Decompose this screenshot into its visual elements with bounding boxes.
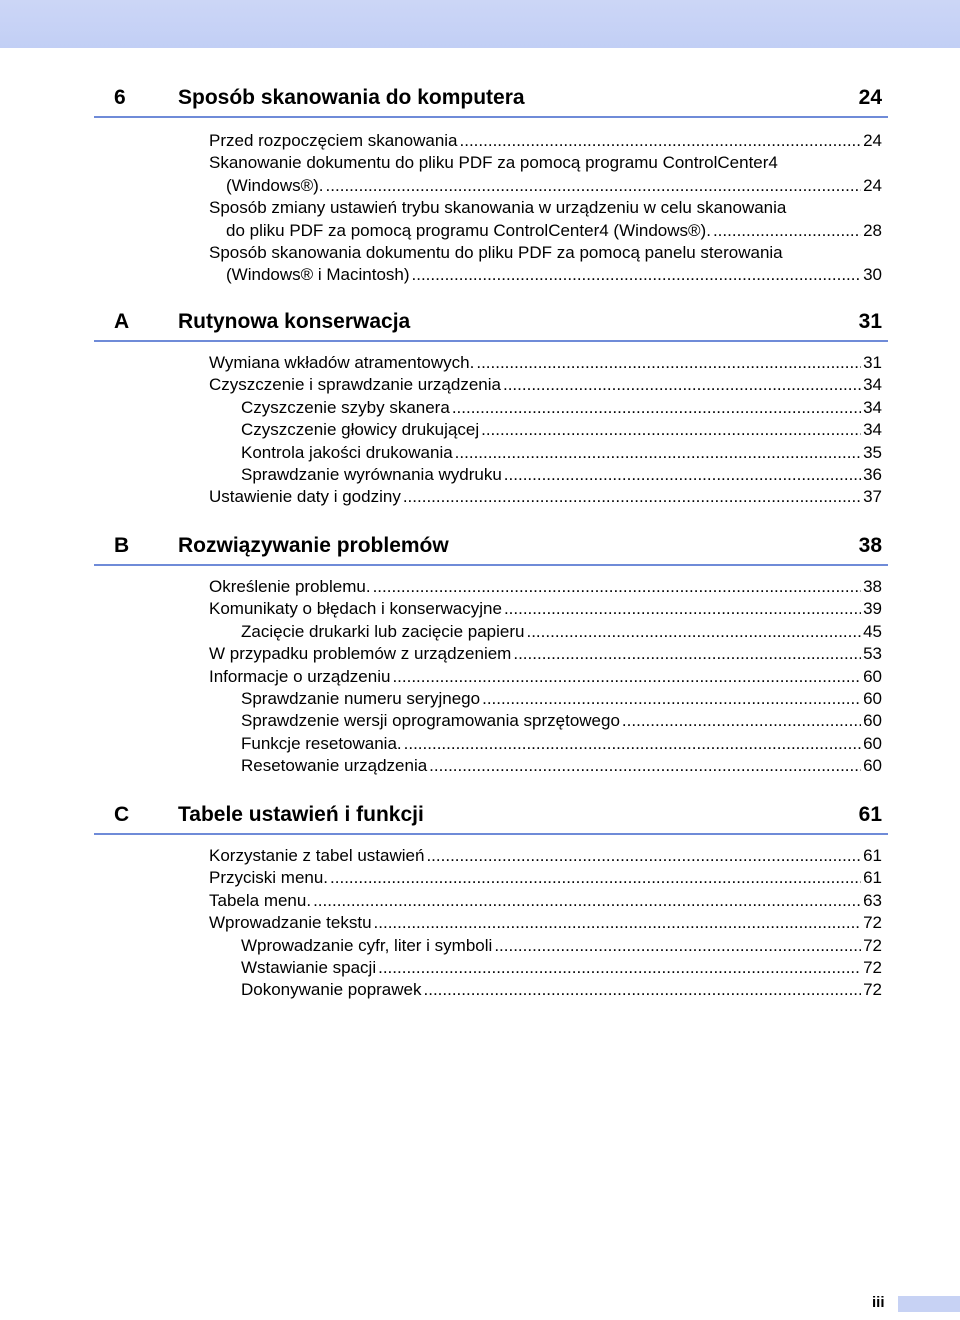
toc-entry[interactable] xyxy=(94,175,888,197)
toc-entry-label: Dokonywanie poprawek xyxy=(241,980,422,1000)
toc-entry-label: do pliku PDF za pomocą programu ControlCenter4 (Windows®). xyxy=(226,220,711,240)
toc-entry-label: Korzystanie z tabel ustawień xyxy=(209,846,425,865)
toc-entry-label: Sposób zmiany ustawień trybu skanowania w urządzeniu w celu skanowania xyxy=(209,198,787,218)
toc-entry-page: 60 xyxy=(863,666,882,686)
toc-entry-page: 61 xyxy=(863,846,882,865)
toc-entry-label: Wprowadzanie tekstu xyxy=(209,913,372,933)
chapter-b xyxy=(94,534,888,778)
toc-entry-label: Wprowadzanie cyfr, liter i symboli xyxy=(241,935,493,955)
toc-entry-page: 39 xyxy=(863,599,882,619)
dot-leader xyxy=(513,643,861,665)
toc-entry[interactable] xyxy=(94,130,888,152)
toc-entry-first-line[interactable] xyxy=(94,242,888,264)
dot-leader xyxy=(392,666,861,688)
toc-entry-page: 60 xyxy=(863,688,882,708)
chapter-page: 61 xyxy=(858,803,882,826)
chapter-c xyxy=(94,803,888,1002)
toc-entry[interactable] xyxy=(94,397,888,419)
toc-entry-label: Czyszczenie i sprawdzanie urządzenia xyxy=(209,375,501,395)
toc-entry-label: Komunikaty o błędach i konserwacyjne xyxy=(209,599,502,619)
toc-entry-page: 24 xyxy=(863,175,882,195)
dot-leader xyxy=(452,397,861,419)
dot-leader xyxy=(429,755,861,777)
toc-entry[interactable] xyxy=(94,442,888,464)
toc-entry[interactable] xyxy=(94,666,888,688)
toc-entry[interactable] xyxy=(94,957,888,979)
chapter-number: A xyxy=(114,310,130,333)
toc-entry[interactable] xyxy=(94,643,888,665)
toc-entry-label: Czyszczenie głowicy drukującej xyxy=(241,420,480,440)
toc-entry-label: Sprawdzanie wyrównania wydruku xyxy=(241,464,502,484)
dot-leader xyxy=(424,979,862,1001)
dot-leader xyxy=(403,486,861,508)
toc-entry-page: 72 xyxy=(863,957,882,977)
chapter-heading[interactable] xyxy=(94,310,888,342)
dot-leader xyxy=(494,935,861,957)
toc-entry[interactable] xyxy=(94,688,888,710)
dot-leader xyxy=(622,710,861,732)
toc-entry-label: (Windows® i Macintosh) xyxy=(226,265,410,285)
chapter-title: Rutynowa konserwacja xyxy=(178,310,411,333)
dot-leader xyxy=(330,867,861,889)
toc-entry[interactable] xyxy=(94,912,888,934)
toc-entry[interactable] xyxy=(94,867,888,889)
footer-band xyxy=(898,1296,960,1312)
chapter-heading[interactable] xyxy=(94,534,888,566)
dot-leader xyxy=(378,957,861,979)
chapter-page: 24 xyxy=(858,86,882,109)
chapter-6 xyxy=(94,86,888,287)
toc-entry[interactable] xyxy=(94,264,888,286)
toc-entry-page: 30 xyxy=(863,265,882,285)
page-number: iii xyxy=(872,1294,885,1311)
toc-entry-label: Zacięcie drukarki lub zacięcie papieru xyxy=(241,621,525,641)
dot-leader xyxy=(326,175,862,197)
toc-entry-page: 60 xyxy=(863,733,882,753)
toc-entry-label: (Windows®). xyxy=(226,175,324,195)
toc-entry-page: 34 xyxy=(863,420,882,440)
toc-entry[interactable] xyxy=(94,598,888,620)
toc-entry-page: 72 xyxy=(863,913,882,933)
toc-entry-label: Resetowanie urządzenia xyxy=(241,756,428,776)
toc-entry[interactable] xyxy=(94,733,888,755)
chapter-title: Rozwiązywanie problemów xyxy=(178,534,449,557)
dot-leader xyxy=(426,845,861,867)
toc-entry-label: Kontrola jakości drukowania xyxy=(241,442,453,462)
toc-entry-label: Sposób skanowania dokumentu do pliku PDF za pomocą panelu sterowania xyxy=(209,242,783,262)
dot-leader xyxy=(482,688,861,710)
toc-entry[interactable] xyxy=(94,486,888,508)
chapter-number: 6 xyxy=(114,86,126,109)
toc-entry-page: 61 xyxy=(863,868,882,888)
dot-leader xyxy=(313,890,861,912)
toc-entry-label: Czyszczenie szyby skanera xyxy=(241,397,450,417)
dot-leader xyxy=(476,352,861,374)
toc-entry-page: 60 xyxy=(863,756,882,776)
toc-entry[interactable] xyxy=(94,352,888,374)
toc-entry-page: 37 xyxy=(863,487,882,507)
toc-entry-label: Wymiana wkładów atramentowych. xyxy=(209,353,475,372)
toc-entry-page: 36 xyxy=(863,464,882,484)
chapter-page: 31 xyxy=(858,310,882,333)
toc-entry-page: 72 xyxy=(863,980,882,1000)
toc-entry-page: 63 xyxy=(863,890,882,910)
dot-leader xyxy=(504,598,861,620)
toc-entry-page: 53 xyxy=(863,644,882,664)
toc-entry-page: 60 xyxy=(863,711,882,731)
toc-entry-first-line[interactable] xyxy=(94,152,888,174)
chapter-a xyxy=(94,310,888,509)
dot-leader xyxy=(412,264,862,286)
toc-entry[interactable] xyxy=(94,845,888,867)
chapter-heading[interactable] xyxy=(94,86,888,118)
toc-entry-page: 35 xyxy=(863,442,882,462)
toc-entry[interactable] xyxy=(94,979,888,1001)
toc-entry-label: Tabela menu. xyxy=(209,890,312,910)
chapter-number: B xyxy=(114,534,130,557)
dot-leader xyxy=(504,464,861,486)
toc-entry[interactable] xyxy=(94,220,888,242)
toc-entry-label: Sprawdzenie wersji oprogramowania sprzętowego xyxy=(241,711,620,731)
toc-entry[interactable] xyxy=(94,755,888,777)
toc-entry[interactable] xyxy=(94,621,888,643)
toc-entry[interactable] xyxy=(94,576,888,598)
toc-entry-page: 34 xyxy=(863,375,882,395)
toc-entry-label: Określenie problemu. xyxy=(209,577,371,596)
toc-entry-page: 31 xyxy=(863,353,882,372)
toc-entry-page: 24 xyxy=(863,131,882,150)
chapter-number: C xyxy=(114,803,130,826)
toc-entry-label: Wstawianie spacji xyxy=(241,957,377,977)
toc-entry-label: Sprawdzanie numeru seryjnego xyxy=(241,688,481,708)
toc-entry-page: 28 xyxy=(863,220,882,240)
toc-entry-page: 45 xyxy=(863,621,882,641)
toc-entry[interactable] xyxy=(94,710,888,732)
toc-entry[interactable] xyxy=(94,374,888,396)
dot-leader xyxy=(455,442,861,464)
dot-leader xyxy=(503,374,861,396)
chapter-page: 38 xyxy=(858,534,882,557)
dot-leader xyxy=(374,912,862,934)
dot-leader xyxy=(404,733,861,755)
toc-entry-label: Ustawienie daty i godziny xyxy=(209,487,401,507)
toc-entry-label: Funkcje resetowania. xyxy=(241,733,402,753)
chapter-heading[interactable] xyxy=(94,803,888,835)
dot-leader xyxy=(526,621,861,643)
dot-leader xyxy=(713,220,861,242)
dot-leader xyxy=(460,130,862,152)
chapter-title: Sposób skanowania do komputera xyxy=(178,86,525,109)
header-band xyxy=(0,0,960,48)
chapter-title: Tabele ustawień i funkcji xyxy=(178,803,424,826)
toc-entry-page: 72 xyxy=(863,935,882,955)
dot-leader xyxy=(373,576,862,598)
toc-entry[interactable] xyxy=(94,464,888,486)
toc-entry-first-line[interactable] xyxy=(94,197,888,219)
toc-entry-page: 34 xyxy=(863,397,882,417)
toc-entry-page: 38 xyxy=(863,577,882,596)
toc-entry-label: W przypadku problemów z urządzeniem xyxy=(209,644,512,664)
toc-entry[interactable] xyxy=(94,935,888,957)
toc-entry-label: Przyciski menu. xyxy=(209,868,329,888)
dot-leader xyxy=(481,419,861,441)
toc-entry-label: Informacje o urządzeniu xyxy=(209,666,391,686)
toc-entry-label: Skanowanie dokumentu do pliku PDF za pomocą programu ControlCenter4 xyxy=(209,153,778,173)
toc-entry[interactable] xyxy=(94,419,888,441)
toc-entry[interactable] xyxy=(94,890,888,912)
toc-entry-label: Przed rozpoczęciem skanowania xyxy=(209,131,458,150)
